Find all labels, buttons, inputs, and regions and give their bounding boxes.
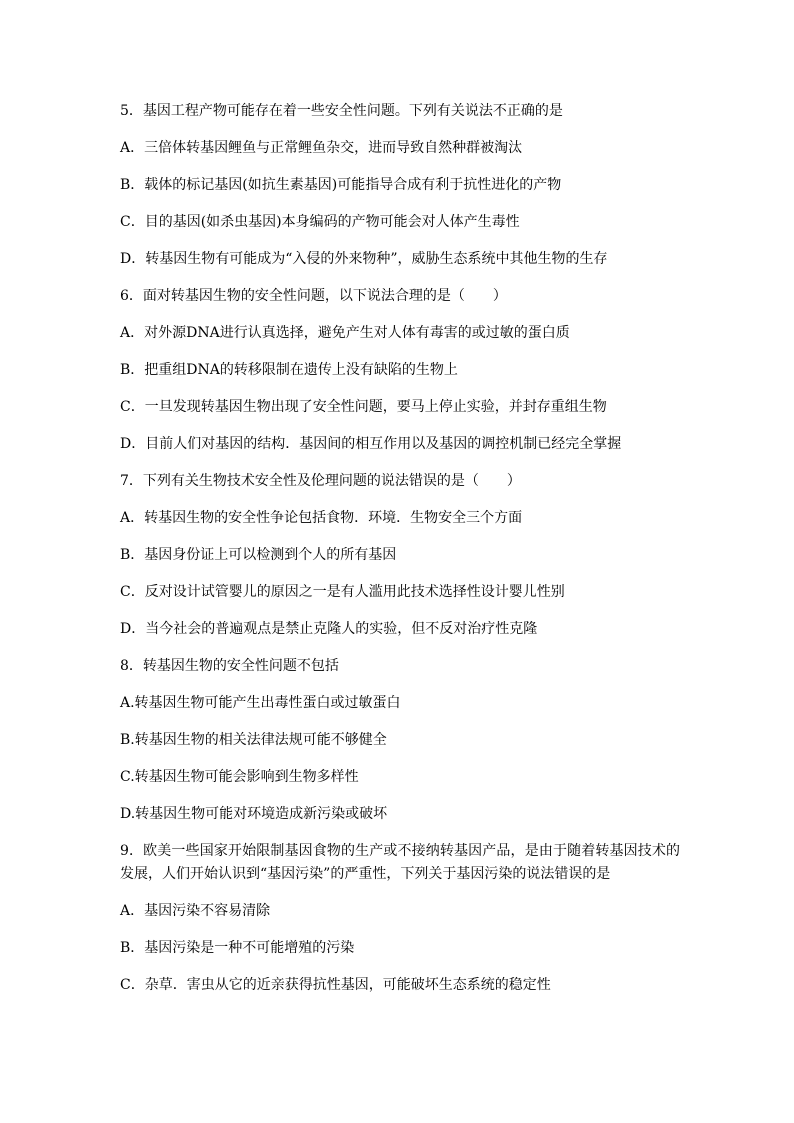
option-d: D．转基因生物有可能成为“入侵的外来物种”，威胁生态系统中其他生物的生存 bbox=[120, 251, 608, 267]
question-stem: 6．面对转基因生物的安全性问题，以下说法合理的是（ ） bbox=[120, 288, 507, 304]
question-8 bbox=[120, 648, 680, 833]
option-c: C.转基因生物可能会影响到生物多样性 bbox=[120, 769, 359, 785]
question-5 bbox=[120, 93, 680, 278]
option-c: C．反对设计试管婴儿的原因之一是有人滥用此技术选择性设计婴儿性别 bbox=[120, 584, 565, 600]
question-list bbox=[120, 93, 680, 1004]
option-b: B．载体的标记基因(如抗生素基因)可能指导合成有利于抗性进化的产物 bbox=[120, 177, 562, 193]
option-c: C．目的基因(如杀虫基因)本身编码的产物可能会对人体产生毒性 bbox=[120, 214, 520, 230]
option-b: B.转基因生物的相关法律法规可能不够健全 bbox=[120, 732, 387, 748]
question-stem: 7．下列有关生物技术安全性及伦理问题的说法错误的是（ ） bbox=[120, 473, 521, 489]
option-d: D．当今社会的普遍观点是禁止克隆人的实验，但不反对治疗性克隆 bbox=[120, 621, 538, 637]
option-d: D.转基因生物可能对环境造成新污染或破坏 bbox=[120, 806, 388, 822]
question-stem: 5．基因工程产物可能存在着一些安全性问题。下列有关说法不正确的是 bbox=[120, 103, 563, 119]
option-a: A．转基因生物的安全性争论包括食物．环境．生物安全三个方面 bbox=[120, 510, 523, 526]
option-c: C．一旦发现转基因生物出现了安全性问题，要马上停止实验，并封存重组生物 bbox=[120, 399, 607, 415]
option-d: D．目前人们对基因的结构．基因间的相互作用以及基因的调控机制已经完全掌握 bbox=[120, 436, 622, 452]
question-stem: 9．欧美一些国家开始限制基因食物的生产或不接纳转基因产品，是由于随着转基因技术的发展，人们开始认识到“基因污染”的严重性，下列关于基因污染的说法错误的是 bbox=[120, 843, 680, 882]
question-stem: 8．转基因生物的安全性问题不包括 bbox=[120, 658, 339, 674]
option-b: B．把重组DNA的转移限制在遗传上没有缺陷的生物上 bbox=[120, 362, 458, 378]
option-b: B．基因污染是一种不可能增殖的污染 bbox=[120, 940, 355, 956]
question-7 bbox=[120, 463, 680, 648]
option-b: B．基因身份证上可以检测到个人的所有基因 bbox=[120, 547, 397, 563]
option-a: A．对外源DNA进行认真选择，避免产生对人体有毒害的或过敏的蛋白质 bbox=[120, 325, 570, 341]
option-a: A．三倍体转基因鲤鱼与正常鲤鱼杂交，进而导致自然种群被淘汰 bbox=[120, 140, 523, 156]
question-9 bbox=[120, 840, 680, 1004]
option-a: A．基因污染不容易清除 bbox=[120, 903, 271, 919]
option-c: C．杂草．害虫从它的近亲获得抗性基因，可能破坏生态系统的稳定性 bbox=[120, 977, 551, 993]
question-6 bbox=[120, 278, 680, 463]
option-a: A.转基因生物可能产生出毒性蛋白或过敏蛋白 bbox=[120, 695, 401, 711]
